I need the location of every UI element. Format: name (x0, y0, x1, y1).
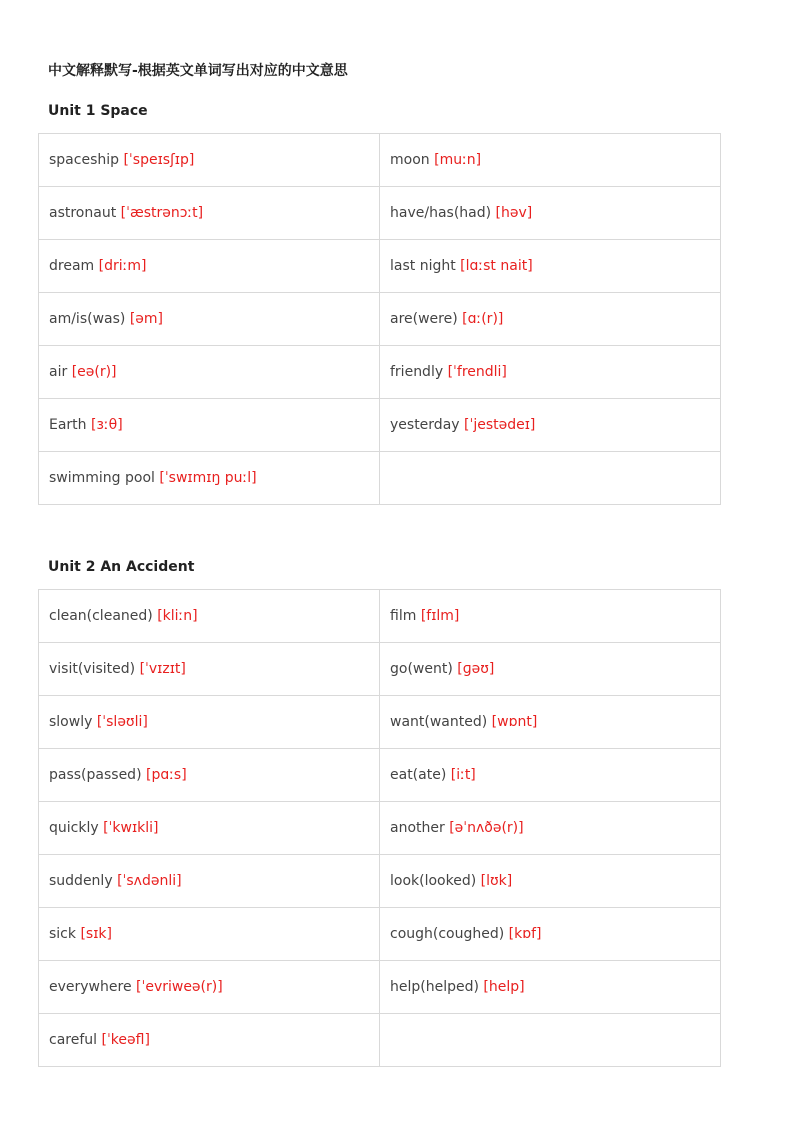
vocab-cell (380, 452, 721, 505)
vocab-cell (39, 802, 380, 855)
vocab-phonetic: [əm] (129, 311, 164, 327)
vocab-row (39, 961, 721, 1014)
vocab-phonetic: [ˈvɪzɪt] (139, 661, 186, 677)
vocab-phonetic: [driːm] (98, 258, 147, 274)
vocab-word: friendly (390, 364, 444, 380)
vocab-phonetic: [eə(r)] (71, 364, 117, 380)
vocab-phonetic: [lʊk] (480, 873, 513, 889)
vocab-phonetic: [ˈswɪmɪŋ puːl] (159, 470, 257, 486)
vocab-phonetic: [ˈkeəfl] (101, 1032, 150, 1048)
vocab-cell (380, 293, 721, 346)
vocab-cell (380, 590, 721, 643)
vocab-row (39, 134, 721, 187)
vocab-word: help(helped) (390, 979, 479, 995)
vocab-phonetic: [kɒf] (508, 926, 542, 942)
vocab-row (39, 643, 721, 696)
vocab-word: dream (49, 258, 95, 274)
vocab-cell (39, 908, 380, 961)
vocab-word: film (390, 608, 417, 624)
vocab-phonetic: [ˈsləʊli] (96, 714, 148, 730)
vocab-word: swimming pool (49, 470, 155, 486)
vocab-word: are(were) (390, 311, 458, 327)
vocab-phonetic: [ɜːθ] (91, 417, 123, 433)
vocab-row (39, 749, 721, 802)
vocab-phonetic: [wɒnt] (491, 714, 538, 730)
vocab-phonetic: [fɪlm] (420, 608, 460, 624)
vocab-phonetic: [ˈspeɪsʃɪp] (123, 152, 195, 168)
vocab-phonetic: [lɑːst nait] (460, 258, 533, 274)
vocab-phonetic: [help] (483, 979, 525, 995)
vocab-word: am/is(was) (49, 311, 126, 327)
vocab-cell (380, 134, 721, 187)
vocab-word: air (49, 364, 68, 380)
vocab-cell (380, 696, 721, 749)
unit-1-vocab-table (38, 133, 721, 505)
vocab-cell (39, 643, 380, 696)
vocab-row (39, 293, 721, 346)
vocab-cell (39, 346, 380, 399)
vocab-row (39, 187, 721, 240)
vocab-word: astronaut (49, 205, 117, 221)
vocab-phonetic: [əˈnʌðə(r)] (449, 820, 524, 836)
vocab-cell (39, 399, 380, 452)
vocab-word: slowly (49, 714, 93, 730)
vocab-cell (380, 240, 721, 293)
vocab-word: want(wanted) (390, 714, 488, 730)
vocab-cell (380, 187, 721, 240)
vocab-phonetic: [ˈsʌdənli] (117, 873, 182, 889)
vocab-word: spaceship (49, 152, 120, 168)
vocab-cell (39, 134, 380, 187)
vocab-cell (380, 802, 721, 855)
vocab-word: yesterday (390, 417, 460, 433)
vocab-cell (380, 346, 721, 399)
vocab-row (39, 908, 721, 961)
vocab-word: everywhere (49, 979, 132, 995)
vocab-word: go(went) (390, 661, 453, 677)
vocab-phonetic: [ˈevriweə(r)] (136, 979, 223, 995)
vocab-word: eat(ate) (390, 767, 447, 783)
vocab-word: last night (390, 258, 456, 274)
vocab-cell (380, 1014, 721, 1067)
vocab-row (39, 696, 721, 749)
vocab-cell (39, 187, 380, 240)
vocab-word: visit(visited) (49, 661, 136, 677)
vocab-phonetic: [ˈæstrənɔːt] (120, 205, 204, 221)
vocab-phonetic: [pɑːs] (145, 767, 187, 783)
vocab-cell (380, 855, 721, 908)
vocab-word: have/has(had) (390, 205, 492, 221)
vocab-word: cough(coughed) (390, 926, 505, 942)
unit-1-heading: Unit 1 Space (48, 103, 148, 119)
vocab-word: Earth (49, 417, 87, 433)
vocab-word: suddenly (49, 873, 113, 889)
vocab-phonetic: [həv] (495, 205, 533, 221)
vocab-word: clean(cleaned) (49, 608, 153, 624)
unit-2-vocab-table (38, 589, 721, 1067)
vocab-word: quickly (49, 820, 99, 836)
vocab-cell (380, 749, 721, 802)
vocab-word: careful (49, 1032, 98, 1048)
vocab-row (39, 590, 721, 643)
vocab-cell (380, 961, 721, 1014)
unit-2-heading: Unit 2 An Accident (48, 559, 195, 575)
vocab-word: moon (390, 152, 430, 168)
vocab-phonetic: [ˈjestədeɪ] (464, 417, 536, 433)
vocab-row (39, 855, 721, 908)
vocab-cell (39, 961, 380, 1014)
vocab-phonetic: [iːt] (450, 767, 476, 783)
vocab-row (39, 399, 721, 452)
vocab-cell (39, 240, 380, 293)
vocab-phonetic: [ɑː(r)] (462, 311, 504, 327)
vocab-phonetic: [ˈfrendli] (447, 364, 507, 380)
vocab-word: pass(passed) (49, 767, 142, 783)
vocab-word: look(looked) (390, 873, 477, 889)
vocab-phonetic: [kliːn] (157, 608, 198, 624)
vocab-cell (39, 293, 380, 346)
vocab-cell (39, 855, 380, 908)
vocab-cell (39, 696, 380, 749)
vocab-row (39, 802, 721, 855)
page-title: 中文解释默写-根据英文单词写出对应的中文意思 (48, 63, 348, 79)
vocab-phonetic: [sɪk] (80, 926, 112, 942)
vocab-row (39, 452, 721, 505)
vocab-cell (39, 1014, 380, 1067)
vocab-phonetic: [muːn] (434, 152, 482, 168)
vocab-cell (39, 452, 380, 505)
vocab-cell (380, 399, 721, 452)
vocab-row (39, 240, 721, 293)
vocab-cell (39, 590, 380, 643)
vocab-word: another (390, 820, 445, 836)
vocab-phonetic: [ɡəʊ] (457, 661, 495, 677)
vocab-cell (380, 643, 721, 696)
vocab-row (39, 1014, 721, 1067)
vocab-row (39, 346, 721, 399)
vocab-cell (39, 749, 380, 802)
vocab-phonetic: [ˈkwɪkli] (103, 820, 159, 836)
vocab-word: sick (49, 926, 76, 942)
vocab-cell (380, 908, 721, 961)
